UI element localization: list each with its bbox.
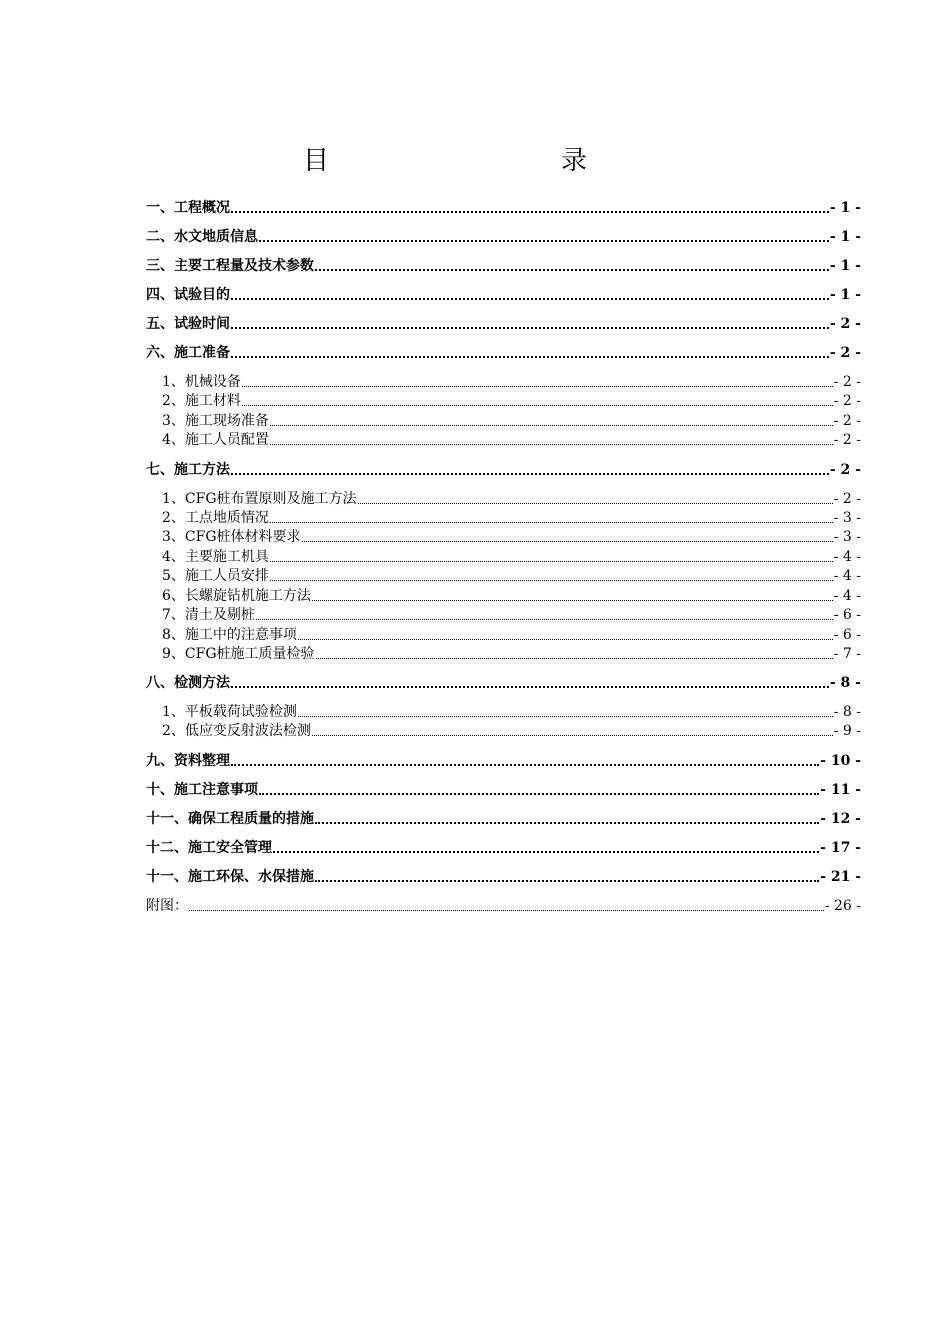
- toc-leader-dots: [189, 910, 824, 911]
- toc-entry-page: - 2 -: [829, 345, 861, 361]
- toc-entry-label: 1、平板载荷试验检测: [162, 704, 297, 720]
- toc-entry-page: - 1 -: [829, 229, 861, 245]
- toc-entry-label: 二、水文地质信息: [146, 229, 258, 245]
- toc-subentry[interactable]: [146, 587, 861, 605]
- toc-leader-dots: [358, 503, 833, 504]
- toc-entry[interactable]: [146, 344, 861, 362]
- toc-entry-label: 1、CFG桩布置原则及施工方法: [162, 491, 357, 507]
- toc-entry-page: - 3 -: [833, 529, 861, 545]
- toc-leader-dots: [270, 522, 833, 523]
- toc-entry-label: 十一、施工环保、水保措施: [146, 869, 314, 885]
- toc-entry-label: 八、检测方法: [146, 675, 230, 691]
- toc-leader-dots: [259, 793, 819, 795]
- toc-entry[interactable]: [146, 674, 861, 692]
- toc-entry-label: 3、施工现场准备: [162, 413, 269, 429]
- toc-entry-label: 三、主要工程量及技术参数: [146, 258, 314, 274]
- toc-subentry[interactable]: [146, 431, 861, 449]
- toc-leader-dots: [315, 822, 819, 824]
- toc-leader-dots: [259, 240, 829, 242]
- toc-entry-label: 附图：: [146, 898, 188, 914]
- toc-entry-label: 5、施工人员安排: [162, 568, 269, 584]
- toc-entry-page: - 21 -: [820, 869, 861, 885]
- toc-entry[interactable]: [146, 752, 861, 770]
- toc-entry-page: - 2 -: [829, 316, 861, 332]
- toc-entry-page: - 17 -: [820, 840, 861, 856]
- toc-entry-page: - 2 -: [833, 393, 861, 409]
- toc-entry-label: 五、试验时间: [146, 316, 230, 332]
- toc-subentry[interactable]: [146, 703, 861, 721]
- toc-leader-dots: [256, 619, 833, 620]
- toc-leader-dots: [302, 541, 833, 542]
- toc-leader-dots: [298, 639, 833, 640]
- toc-entry[interactable]: [146, 315, 861, 333]
- toc-subentry[interactable]: [146, 392, 861, 410]
- toc-entry-page: - 1 -: [829, 258, 861, 274]
- toc-entry-label: 九、资料整理: [146, 753, 230, 769]
- toc-entry[interactable]: [146, 810, 861, 828]
- toc-entry-label: 2、施工材料: [162, 393, 241, 409]
- toc-subentry[interactable]: [146, 626, 861, 644]
- toc-entry-page: - 4 -: [833, 568, 861, 584]
- toc-leader-dots: [231, 327, 829, 329]
- toc-entry-label: 4、主要施工机具: [162, 549, 269, 565]
- toc-subentry[interactable]: [146, 606, 861, 624]
- toc-leader-dots: [316, 658, 833, 659]
- toc-leader-dots: [242, 405, 833, 406]
- toc-entry[interactable]: [146, 228, 861, 246]
- toc-entry-label: 3、CFG桩体材料要求: [162, 529, 301, 545]
- toc-entry-label: 十一、确保工程质量的措施: [146, 811, 314, 827]
- toc-subentry[interactable]: [146, 645, 861, 663]
- toc-entry[interactable]: [146, 839, 861, 857]
- toc-subentry[interactable]: [146, 412, 861, 430]
- toc-entry-appendix[interactable]: [146, 897, 861, 915]
- toc-entry-label: 7、清土及剔桩: [162, 607, 255, 623]
- toc-entry-page: - 2 -: [833, 413, 861, 429]
- toc-leader-dots: [270, 561, 833, 562]
- toc-leader-dots: [231, 211, 829, 213]
- toc-entry-label: 4、施工人员配置: [162, 432, 269, 448]
- toc-leader-dots: [270, 425, 833, 426]
- toc-entry-page: - 6 -: [833, 627, 861, 643]
- toc-entry-page: - 11 -: [820, 782, 861, 798]
- toc-entry-page: - 6 -: [833, 607, 861, 623]
- toc-entry-page: - 2 -: [833, 374, 861, 390]
- toc-entry-page: - 2 -: [833, 491, 861, 507]
- toc-entry[interactable]: [146, 286, 861, 304]
- toc-leader-dots: [242, 386, 833, 387]
- toc-subentry[interactable]: [146, 528, 861, 546]
- toc-subentry[interactable]: [146, 373, 861, 391]
- toc-leader-dots: [270, 444, 833, 445]
- toc-entry-label: 六、施工准备: [146, 345, 230, 361]
- toc-entry-label: 8、施工中的注意事项: [162, 627, 297, 643]
- toc-entry[interactable]: [146, 868, 861, 886]
- toc-entry-label: 七、施工方法: [146, 462, 230, 478]
- toc-entry-label: 2、工点地质情况: [162, 510, 269, 526]
- toc-leader-dots: [231, 298, 829, 300]
- toc-entry-label: 四、试验目的: [146, 287, 230, 303]
- toc-entry-page: - 1 -: [829, 287, 861, 303]
- toc-entry-label: 2、低应变反射波法检测: [162, 723, 311, 739]
- toc-entry-page: - 26 -: [824, 898, 861, 914]
- toc-subentry[interactable]: [146, 509, 861, 527]
- toc-entry-label: 十二、施工安全管理: [146, 840, 272, 856]
- toc-entry[interactable]: [146, 257, 861, 275]
- toc-leader-dots: [312, 735, 833, 736]
- toc-entry-page: - 8 -: [833, 704, 861, 720]
- toc-entry-page: - 1 -: [829, 200, 861, 216]
- toc-entry-label: 9、CFG桩施工质量检验: [162, 646, 315, 662]
- toc-entry-page: - 3 -: [833, 510, 861, 526]
- toc-leader-dots: [315, 880, 819, 882]
- toc-entry-page: - 4 -: [833, 588, 861, 604]
- toc-entry[interactable]: [146, 781, 861, 799]
- toc-leader-dots: [231, 686, 829, 688]
- toc-entry-label: 十、施工注意事项: [146, 782, 258, 798]
- toc-subentry[interactable]: [146, 548, 861, 566]
- toc-leader-dots: [273, 851, 819, 853]
- toc-subentry[interactable]: [146, 722, 861, 740]
- toc-entry[interactable]: [146, 199, 861, 217]
- toc-leader-dots: [298, 716, 833, 717]
- toc-entry-page: - 9 -: [833, 723, 861, 739]
- toc-entry-page: - 12 -: [820, 811, 861, 827]
- toc-entry-page: - 2 -: [833, 432, 861, 448]
- toc-leader-dots: [231, 473, 829, 475]
- toc-title: 目 录: [302, 146, 647, 176]
- toc-entry-page: - 4 -: [833, 549, 861, 565]
- toc-subentry[interactable]: [146, 490, 861, 508]
- toc-leader-dots: [315, 269, 829, 271]
- toc-entry-page: - 7 -: [833, 646, 861, 662]
- toc-entry-page: - 2 -: [829, 462, 861, 478]
- toc-subentry[interactable]: [146, 567, 861, 585]
- toc-leader-dots: [270, 580, 833, 581]
- toc-entry-page: - 8 -: [829, 675, 861, 691]
- toc-entry[interactable]: [146, 461, 861, 479]
- toc-leader-dots: [231, 356, 829, 358]
- toc-leader-dots: [231, 764, 819, 766]
- toc-leader-dots: [312, 600, 833, 601]
- toc-entry-label: 一、工程概况: [146, 200, 230, 216]
- toc-entry-page: - 10 -: [820, 753, 861, 769]
- toc-entry-label: 1、机械设备: [162, 374, 241, 390]
- toc-entry-label: 6、长螺旋钻机施工方法: [162, 588, 311, 604]
